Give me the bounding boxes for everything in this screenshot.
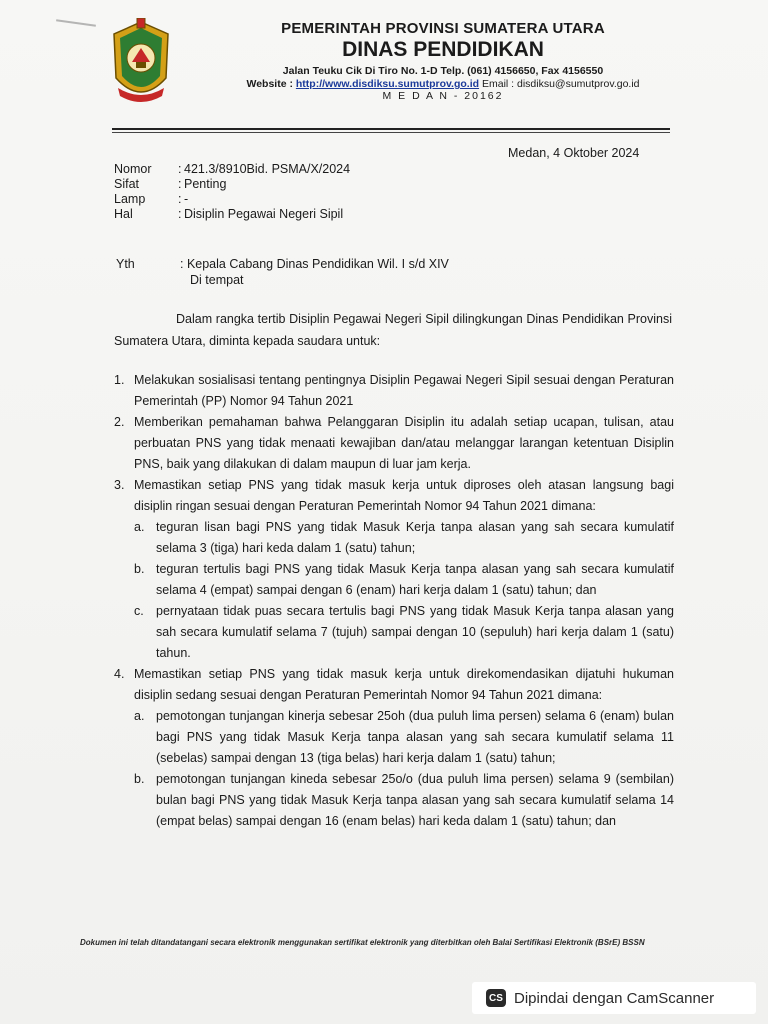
meta-value: -	[184, 192, 189, 206]
meta-row-lamp	[114, 192, 350, 207]
item-text: Melakukan sosialisasi tentang pentingnya Disiplin Pegawai Negeri Sipil sesuai dengan Peraturan Pemerintah (PP) Nomor 94 Tahun 2021	[134, 373, 674, 408]
government-name: PEMERINTAH PROVINSI SUMATERA UTARA	[281, 20, 605, 37]
item-number: 2.	[114, 415, 125, 429]
addressee-spacer	[116, 272, 180, 288]
meta-colon: :	[178, 207, 182, 221]
list-item-2	[114, 412, 674, 475]
meta-label: Nomor	[114, 162, 152, 176]
meta-value: 421.3/8910Bid. PSMA/X/2024	[184, 162, 351, 176]
contact-line	[196, 78, 690, 90]
letter-date: Medan, 4 Oktober 2024	[508, 146, 640, 160]
sub-text: teguran lisan bagi PNS yang tidak Masuk Kerja tanpa alasan yang sah secara kumulatif selama 3 (tiga) hari keda dalam 1 (satu) tahun;	[156, 520, 674, 555]
sub-item-3c	[114, 601, 674, 664]
item-number: 1.	[114, 373, 125, 387]
sub-item-4a	[114, 706, 674, 769]
electronic-signature-note: Dokumen ini telah ditandatangani secara elektronik menggunakan sertifikat elektronik yang diterbitkan oleh Balai Sertifikasi Elektronik (BSrE) BSSN	[80, 938, 645, 947]
meta-colon: :	[178, 192, 182, 206]
addressee-recipient: : Kepala Cabang Dinas Pendidikan Wil. I s/d XIV	[180, 257, 449, 271]
addressee-row	[116, 256, 449, 272]
website-label: Website :	[246, 78, 296, 90]
letterhead	[196, 20, 690, 102]
list-item-1	[114, 370, 674, 412]
sub-letter: b.	[134, 562, 145, 576]
item-text: Memberikan pemahaman bahwa Pelanggaran Disiplin itu adalah setiap ucapan, tulisan, atau perbuatan PNS yang tidak menaati kewajiban dan/atau melanggar larangan ketentuan Disiplin PNS, baik yang dilakukan di dalam maupun di luar jam kerja.	[134, 415, 674, 471]
item-number: 4.	[114, 667, 125, 681]
item-text: Memastikan setiap PNS yang tidak masuk kerja untuk direkomendasikan dijatuhi hukuman disiplin sedang sesuai dengan Peraturan Pemerintah Nomor 94 Tahun 2021 dimana:	[134, 667, 674, 702]
item-text: Memastikan setiap PNS yang tidak masuk kerja untuk diproses oleh atasan langsung bagi disiplin ringan sesuai dengan Peraturan Pemerintah Nomor 94 Tahun 2021 dimana:	[134, 478, 674, 513]
sub-letter: a.	[134, 520, 145, 534]
sub-text: pemotongan tunjangan kinerja sebesar 25oh (dua puluh lima persen) selama 6 (enam) bulan bagi PNS yang tidak Masuk Kerja tanpa alasan yang sah secara kumulatif selama 11 (sebelas) sampai dengan 13 (tiga belas) hari kerja dalam 1 (satu) tahun;	[156, 709, 674, 765]
sub-letter: b.	[134, 772, 145, 786]
instruction-list	[114, 370, 674, 832]
city-postcode: M E D A N - 20162	[382, 90, 504, 102]
department-name: DINAS PENDIDIKAN	[342, 38, 544, 61]
addressee-location: Di tempat	[190, 273, 244, 287]
sub-item-3b	[114, 559, 674, 601]
letter-meta	[114, 162, 350, 222]
intro-paragraph: Dalam rangka tertib Disiplin Pegawai Negeri Sipil dilingkungan Dinas Pendidikan Provinsi Sumatera Utara, diminta kepada saudara untuk:	[114, 312, 672, 348]
meta-row-nomor	[114, 162, 350, 177]
header-divider-thick	[112, 128, 670, 130]
meta-value: Penting	[184, 177, 227, 191]
scan-artifact	[56, 19, 96, 27]
sub-letter: a.	[134, 709, 145, 723]
meta-colon: :	[178, 162, 182, 176]
sub-letter: c.	[134, 604, 144, 618]
intro-paragraph-wrap	[114, 308, 672, 352]
item-number: 3.	[114, 478, 125, 492]
camscanner-icon: CS	[486, 989, 506, 1007]
header-divider-thin	[112, 132, 670, 133]
sub-text: teguran tertulis bagi PNS yang tidak Masuk Kerja tanpa alasan yang sah secara kumulatif selama 4 (empat) sampai dengan 6 (enam) hari kerja dalam 1 (satu) tahun; dan	[156, 562, 674, 597]
meta-label: Lamp	[114, 192, 146, 206]
list-item-4	[114, 664, 674, 706]
sub-text: pernyataan tidak puas secara tertulis bagi PNS yang tidak Masuk Kerja tanpa alasan yang sah secara kumulatif selama 7 (tujuh) sampai dengan 10 (sepuluh) hari kerja dalam 1 (satu) tahun.	[156, 604, 674, 660]
sub-item-4b	[114, 769, 674, 832]
addressee-block	[116, 256, 449, 288]
provincial-emblem-logo	[108, 18, 174, 110]
meta-colon: :	[178, 177, 182, 191]
email-text: Email : disdiksu@sumutprov.go.id	[479, 78, 640, 90]
website-link[interactable]: http://www.disdiksu.sumutprov.go.id	[295, 78, 480, 90]
meta-value: Disiplin Pegawai Negeri Sipil	[184, 207, 344, 221]
addressee-row-2	[116, 272, 449, 288]
meta-row-hal	[114, 207, 350, 222]
meta-row-sifat	[114, 177, 350, 192]
meta-label: Sifat	[114, 177, 140, 191]
list-item-3	[114, 475, 674, 517]
camscanner-watermark	[472, 982, 756, 1014]
sub-text: pemotongan tunjangan kineda sebesar 25o/o (dua puluh lima persen) selama 9 (sembilan) bulan bagi PNS yang tidak Masuk Kerja tanpa alasan yang sah secara kumulatif selama 14 (empat belas) sampai dengan 16 (enam belas) hari keda dalam 1 (satu) tahun; dan	[156, 772, 674, 828]
addressee-label: Yth	[116, 257, 135, 271]
sub-item-3a	[114, 517, 674, 559]
meta-label: Hal	[114, 207, 133, 221]
camscanner-label: Dipindai dengan CamScanner	[514, 989, 715, 1007]
office-address: Jalan Teuku Cik Di Tiro No. 1-D Telp. (061) 4156650, Fax 4156550	[282, 65, 604, 77]
